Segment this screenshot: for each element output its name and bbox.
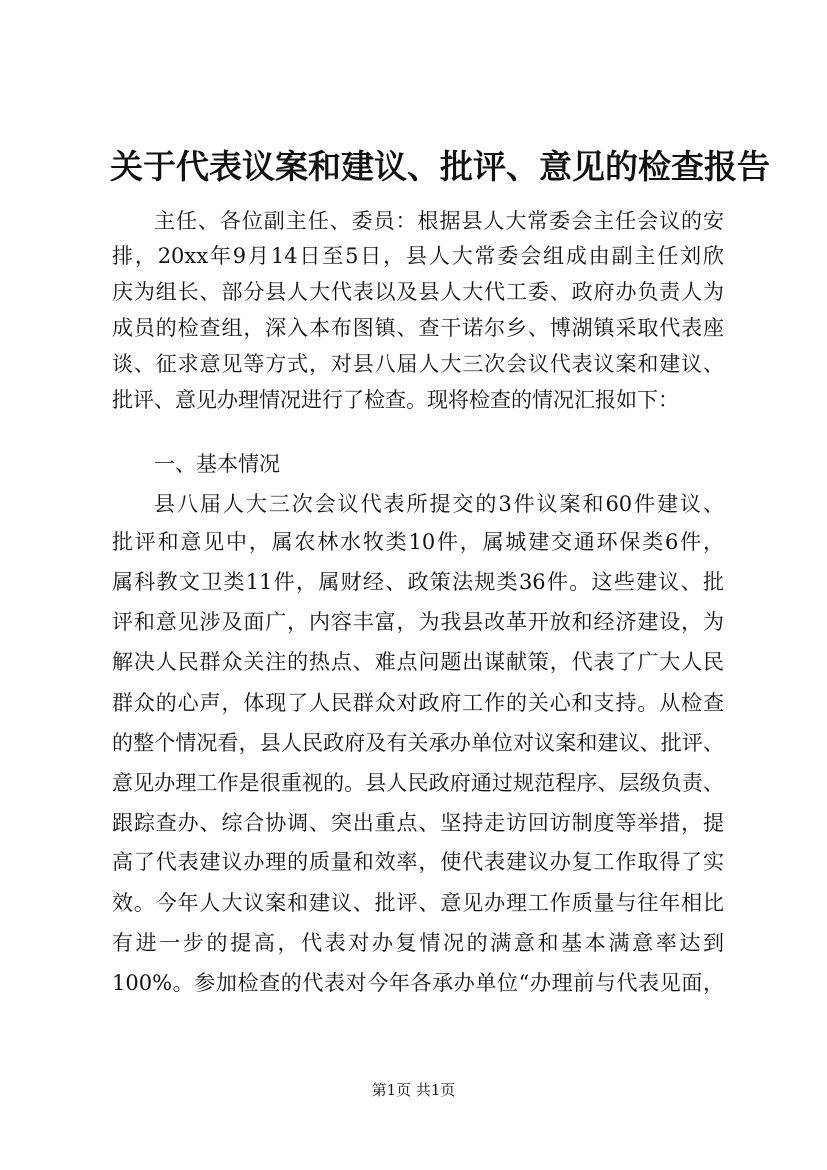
paragraph-line: 批评和意见中，属农林水牧类10件，属城建交通环保类6件， <box>112 530 724 554</box>
document-title: 关于代表议案和建议、批评、意见的检查报告 <box>110 147 770 186</box>
paragraph-line: 谈、征求意见等方式，对县八届人大三次会议代表议案和建议、 <box>112 352 724 376</box>
paragraph-line: 主任、各位副主任、委员：根据县人大常委会主任会议的安 <box>154 209 724 233</box>
section-heading: 一、基本情况 <box>154 452 280 476</box>
paragraph-line: 群众的心声，体现了人民群众对政府工作的关心和支持。从检查 <box>112 691 724 715</box>
paragraph-line: 庆为组长、部分县人大代表以及县人大代工委、政府办负责人为 <box>112 280 724 304</box>
paragraph-line: 跟踪查办、综合协调、突出重点、坚持走访回访制度等举措，提 <box>112 811 724 835</box>
paragraph-line: 县八届人大三次会议代表所提交的3件议案和60件建议、 <box>154 492 724 516</box>
paragraph-line: 的整个情况看，县人民政府及有关承办单位对议案和建议、批评、 <box>112 731 724 755</box>
paragraph-line: 有进一步的提高，代表对办复情况的满意和基本满意率达到 <box>112 931 724 955</box>
paragraph-line: 排，20xx年9月14日至5日，县人大常委会组成由副主任刘欣 <box>112 244 724 268</box>
paragraph-line: 成员的检查组，深入本布图镇、查干诺尔乡、博湖镇采取代表座 <box>112 316 724 340</box>
paragraph-line: 意见办理工作是很重视的。县人民政府通过规范程序、层级负责、 <box>112 771 724 795</box>
paragraph-line: 评和意见涉及面广，内容丰富，为我县改革开放和经济建设，为 <box>112 610 724 634</box>
paragraph-line: 属科教文卫类11件，属财经、政策法规类36件。这些建议、批 <box>112 570 724 594</box>
paragraph-line: 解决人民群众关注的热点、难点问题出谋献策，代表了广大人民 <box>112 650 724 674</box>
paragraph-line: 效。今年人大议案和建议、批评、意见办理工作质量与往年相比 <box>112 891 724 915</box>
page-number-footer: 第1页 共1页 <box>371 1081 456 1099</box>
paragraph-line: 高了代表建议办理的质量和效率，使代表建议办复工作取得了实 <box>112 850 724 874</box>
paragraph-line: 100%。参加检查的代表对今年各承办单位“办理前与代表见面， <box>112 971 724 995</box>
paragraph-line: 批评、意见办理情况进行了检查。现将检查的情况汇报如下： <box>112 388 679 412</box>
